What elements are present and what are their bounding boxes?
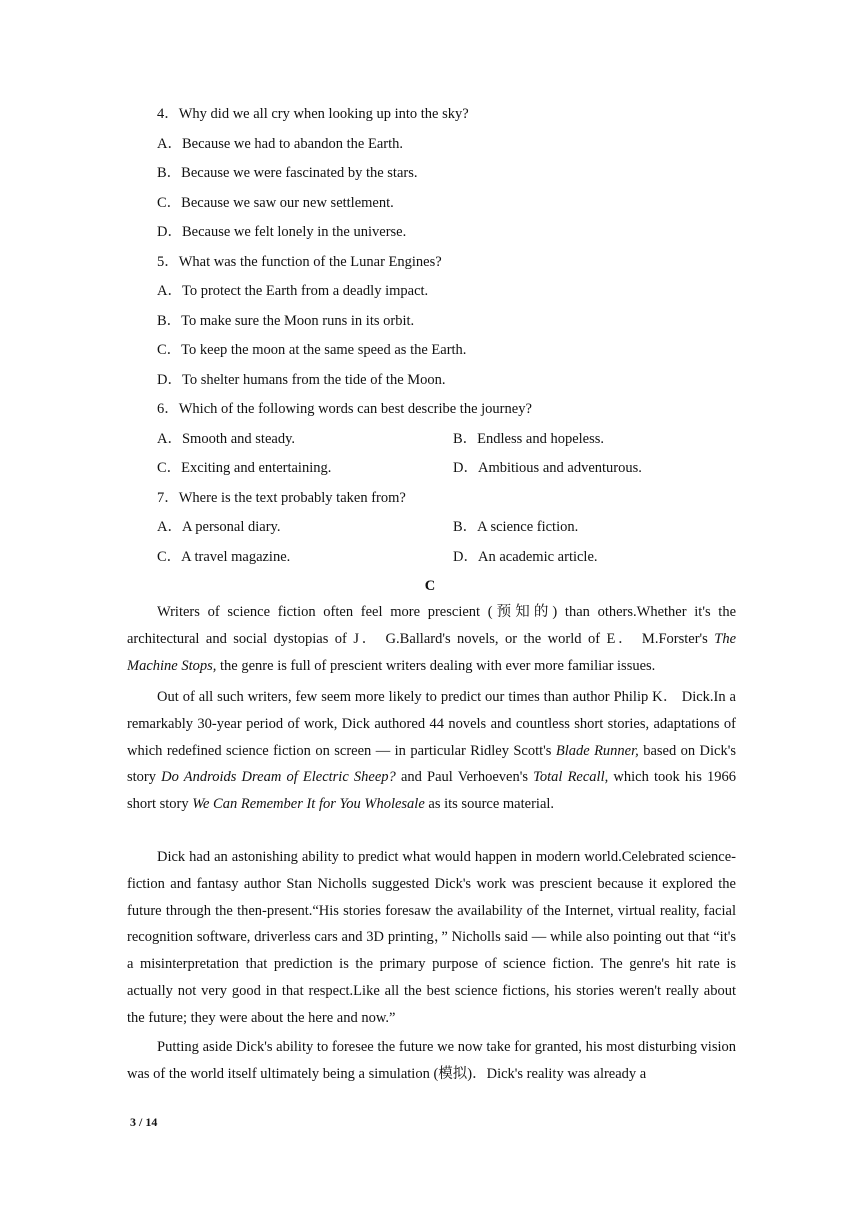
passage-paragraph-1: Writers of science fiction often feel more prescient (预知的) than others.Whether it's the architectural and social dystopias of J． G.Ballard's novels, or the world of E． M.Forster's The Machine Stops, the genre is full of prescient writers dealing with ever more familiar issues. bbox=[127, 604, 736, 674]
question-4-option-a: A．Because we had to abandon the Earth. bbox=[157, 136, 404, 152]
question-5-option-c: C．To keep the moon at the same speed as the Earth. bbox=[157, 342, 467, 358]
passage-paragraph-3: Dick had an astonishing ability to predict what would happen in modern world.Celebrated science-fiction and fantasy author Stan Nicholls suggested Dick's work was prescient because it explored the future through the then-present.“His stories foresaw the availability of the Internet, virtual reality, facial recognition software, driverless cars and 3D printing，” Nicholls said — while also pointing out that “it's a misinterpretation that prediction is the primary purpose of science fiction. The genre's hit rate is actually not very good in that respect.Like all the best science fictions, his stories weren't really about the future; they were about the here and now.” bbox=[127, 849, 736, 1026]
question-6-option-a: A．Smooth and steady. bbox=[157, 431, 296, 447]
question-6-option-c: C．Exciting and entertaining. bbox=[157, 460, 332, 476]
question-5-stem: 5．What was the function of the Lunar Engines? bbox=[157, 254, 442, 270]
question-5-option-b: B．To make sure the Moon runs in its orbit. bbox=[157, 313, 415, 329]
question-4-option-d: D．Because we felt lonely in the universe. bbox=[157, 224, 407, 240]
question-4-option-b: B．Because we were fascinated by the stars. bbox=[157, 165, 418, 181]
question-7-option-a: A．A personal diary. bbox=[157, 519, 281, 535]
question-7-option-b: B．A science fiction. bbox=[453, 519, 579, 535]
question-7-stem: 7．Where is the text probably taken from? bbox=[157, 490, 406, 506]
question-4-option-c: C．Because we saw our new settlement. bbox=[157, 195, 394, 211]
question-7-option-d: D．An academic article. bbox=[453, 549, 598, 565]
question-6-option-d: D．Ambitious and adventurous. bbox=[453, 460, 642, 476]
question-5-option-d: D．To shelter humans from the tide of the Moon. bbox=[157, 372, 446, 388]
passage-paragraph-4: Putting aside Dick's ability to foresee the future we now take for granted, his most disturbing vision was of the world itself ultimately being a simulation (模拟)．Dick's reality was already a bbox=[127, 1039, 736, 1082]
page-number: 3 / 14 bbox=[130, 1115, 158, 1129]
question-4-stem: 4．Why did we all cry when looking up into the sky? bbox=[157, 106, 469, 122]
question-6-option-b: B．Endless and hopeless. bbox=[453, 431, 605, 447]
question-7-option-c: C．A travel magazine. bbox=[157, 549, 291, 565]
question-6-stem: 6．Which of the following words can best describe the journey? bbox=[157, 401, 532, 417]
passage-paragraph-2: Out of all such writers, few seem more likely to predict our times than author Philip K． Dick.In a remarkably 30-year period of work, Dick authored 44 novels and countless short stories, adaptations of which redefined science fiction on screen — in particular Ridley Scott's Blade Runner, based on Dick's story Do Androids Dream of Electric Sheep? and Paul Verhoeven's Total Recall, which took his 1966 short story We Can Remember It for You Wholesale as its source material. bbox=[127, 689, 736, 813]
section-heading: C bbox=[424, 578, 436, 594]
question-5-option-a: A．To protect the Earth from a deadly impact. bbox=[157, 283, 429, 299]
